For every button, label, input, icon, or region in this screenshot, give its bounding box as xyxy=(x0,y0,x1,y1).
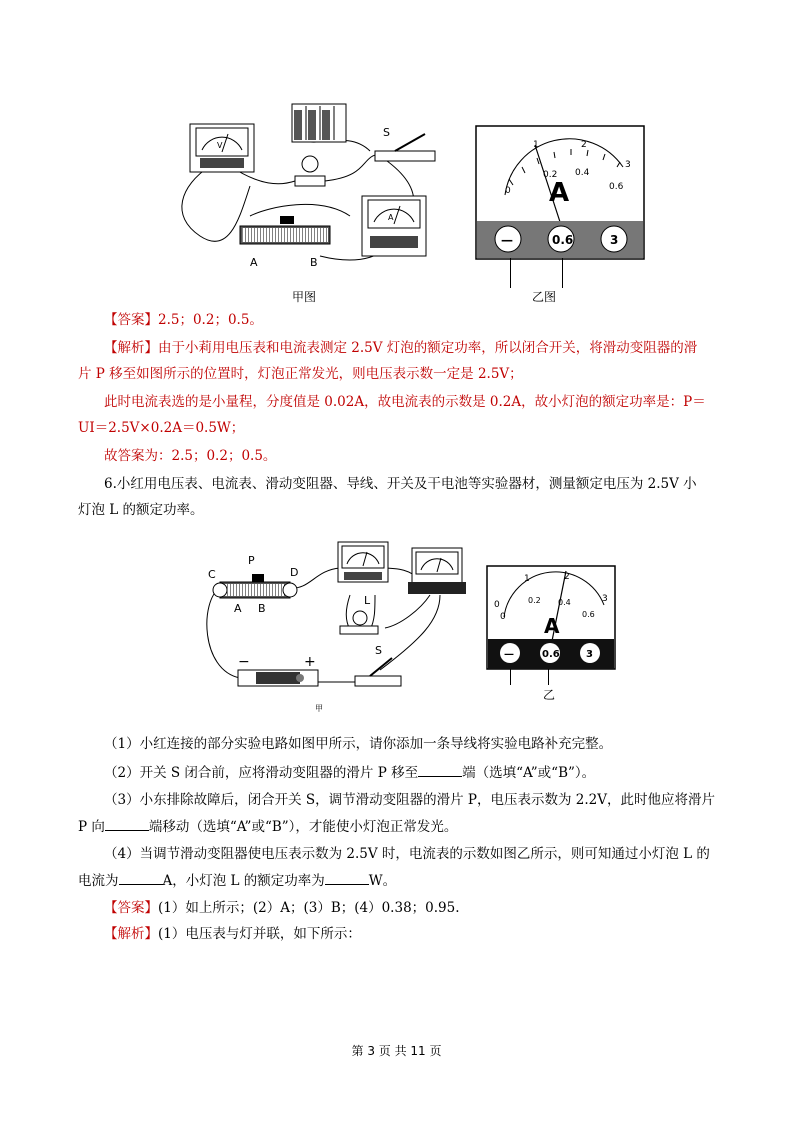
label-c: C xyxy=(208,568,216,581)
battery-minus: − xyxy=(238,654,250,670)
ammeter2-scale-outer-0: 0 xyxy=(494,600,500,610)
analysis-1-line-3: 此时电流表选的是小量程，分度值是 0.02A，故电流表的示数是 0.2A，故小灯泡的额定功率是：P＝ xyxy=(104,394,706,410)
light-bulb xyxy=(295,156,325,186)
q6-part-3-line-2: P 向 端移动（选填“A”或“B”），才能使小灯泡正常发光。 xyxy=(78,816,457,837)
switch-2 xyxy=(355,658,401,686)
battery-plus: + xyxy=(304,654,316,670)
ammeter-scale-3: 3 xyxy=(625,160,631,170)
figure-1-ammeter-dial xyxy=(475,125,645,260)
switch-label: S xyxy=(383,126,390,139)
ammeter2-scale-inner-0: 0 xyxy=(500,612,506,622)
voltmeter xyxy=(190,124,254,172)
figure-2-ammeter-dial xyxy=(486,565,616,670)
answer-1-tag: 【答案】 xyxy=(104,312,158,328)
label-l: L xyxy=(364,594,371,607)
wire-lead-right xyxy=(562,258,563,288)
figure-2-circuit xyxy=(200,540,470,690)
analysis-1-line-5: 故答案为：2.5；0.2；0.5。 xyxy=(104,448,277,464)
ammeter-scale-0-2: 0.2 xyxy=(543,170,558,180)
blank-3[interactable] xyxy=(105,816,149,831)
ammeter2-scale-2: 2 xyxy=(564,572,570,582)
figure-1-circuit xyxy=(170,96,460,274)
figure-2-caption-right: 乙 xyxy=(543,688,556,702)
terminal-negative: — xyxy=(501,233,513,247)
ammeter2-scale-0-2: 0.2 xyxy=(528,596,541,605)
q6-part-2: （2）开关 S 闭合前，应将滑动变阻器的滑片 P 移至 端（选填“A”或“B”）。 xyxy=(104,762,595,783)
blank-2[interactable] xyxy=(418,762,462,777)
terminal-3: 3 xyxy=(610,233,619,247)
answer-2: 【答案】(1）如上所示；(2）A；(3）B；(4）0.38；0.95. xyxy=(104,900,460,916)
label-a: A xyxy=(234,602,242,615)
analysis-1-line-1: 【解析】由于小莉用电压表和电流表测定 2.5V 灯泡的额定功率，所以闭合开关，将滑动变阻器的滑 xyxy=(104,340,698,356)
label-s: S xyxy=(375,644,382,657)
rheostat xyxy=(240,216,330,269)
question-6-line-1: 6.小红用电压表、电流表、滑动变阻器、导线、开关及干电池等实验器材，测量额定电压为 2.5V 小 xyxy=(104,476,697,492)
page-footer: 第 3 页 共 11 页 xyxy=(351,1044,442,1058)
switch xyxy=(375,126,435,161)
ammeter2-terminal-neg: — xyxy=(504,649,514,660)
ammeter-unit: A xyxy=(388,213,394,222)
ammeter-scale-0-6: 0.6 xyxy=(609,182,624,192)
ammeter-scale-0-4: 0.4 xyxy=(575,168,590,178)
ammeter2-terminal-3: 3 xyxy=(586,649,593,660)
fig2-lead-right xyxy=(548,669,549,685)
ammeter2-unit: A xyxy=(544,614,560,638)
terminal-0-6: 0.6 xyxy=(552,233,574,247)
ammeter-scale-1: 1 xyxy=(533,140,539,150)
q6-part-3-line-1: （3）小东排除故障后，闭合开关 S，调节滑动变阻器的滑片 P，电压表示数为 2.2V，此时他应将滑片 xyxy=(104,792,716,808)
ammeter-scale-2: 2 xyxy=(581,140,587,150)
voltmeter-2 xyxy=(338,542,388,582)
rheostat-terminal-b: B xyxy=(310,256,318,269)
rheostat-2 xyxy=(213,574,297,598)
q6-part-4-line-2: 电流为 A，小灯泡 L 的额定功率为 W。 xyxy=(78,870,396,891)
figure-1-caption-right: 乙图 xyxy=(532,290,557,304)
figure-1-caption-left: 甲图 xyxy=(292,290,317,304)
answer-1 xyxy=(104,310,263,330)
blank-4b[interactable] xyxy=(325,870,369,885)
analysis-2: 【解析】(1）电压表与灯并联，如下所示： xyxy=(104,926,361,942)
analysis-1-line-4: UI＝2.5V×0.2A＝0.5W； xyxy=(78,420,245,436)
question-6-line-2: 灯泡 L 的额定功率。 xyxy=(78,502,204,518)
label-b: B xyxy=(258,602,266,615)
label-p: P xyxy=(248,554,255,567)
figure-2-caption-left: 甲 xyxy=(315,704,323,713)
light-bulb-2 xyxy=(340,611,378,634)
wire-lead-left xyxy=(510,258,511,288)
battery-2 xyxy=(238,670,318,686)
q6-part-4-line-1: （4）当调节滑动变阻器使电压表示数为 2.5V 时，电流表的示数如图乙所示，则可知通过小灯泡 L 的 xyxy=(104,846,710,862)
blank-4a[interactable] xyxy=(119,870,163,885)
analysis-1-tag: 【解析】 xyxy=(104,340,158,356)
analysis-1-line-2: 片 P 移至如图所示的位置时，灯泡正常发光，则电压表示数一定是 2.5V； xyxy=(78,366,523,382)
ammeter2-terminal-0-6: 0.6 xyxy=(542,649,560,660)
ammeter-device-2 xyxy=(408,548,466,594)
ammeter2-scale-0-6: 0.6 xyxy=(582,610,595,619)
ammeter2-scale-3: 3 xyxy=(602,594,608,604)
q6-part-1: （1）小红连接的部分实验电路如图甲所示，请你添加一条导线将实验电路补充完整。 xyxy=(104,736,613,752)
fig2-lead-left xyxy=(510,669,511,685)
ammeter-big-unit: A xyxy=(549,178,570,208)
ammeter-scale-0: 0 xyxy=(505,186,511,196)
voltmeter-unit: V xyxy=(217,141,223,150)
battery xyxy=(292,104,346,142)
answer-1-text: 2.5；0.2；0.5。 xyxy=(158,312,263,328)
rheostat-terminal-a: A xyxy=(250,256,258,269)
ammeter2-scale-0-4: 0.4 xyxy=(558,598,571,607)
ammeter-device xyxy=(362,196,426,256)
label-d: D xyxy=(290,566,299,579)
ammeter2-scale-1: 1 xyxy=(524,574,530,584)
